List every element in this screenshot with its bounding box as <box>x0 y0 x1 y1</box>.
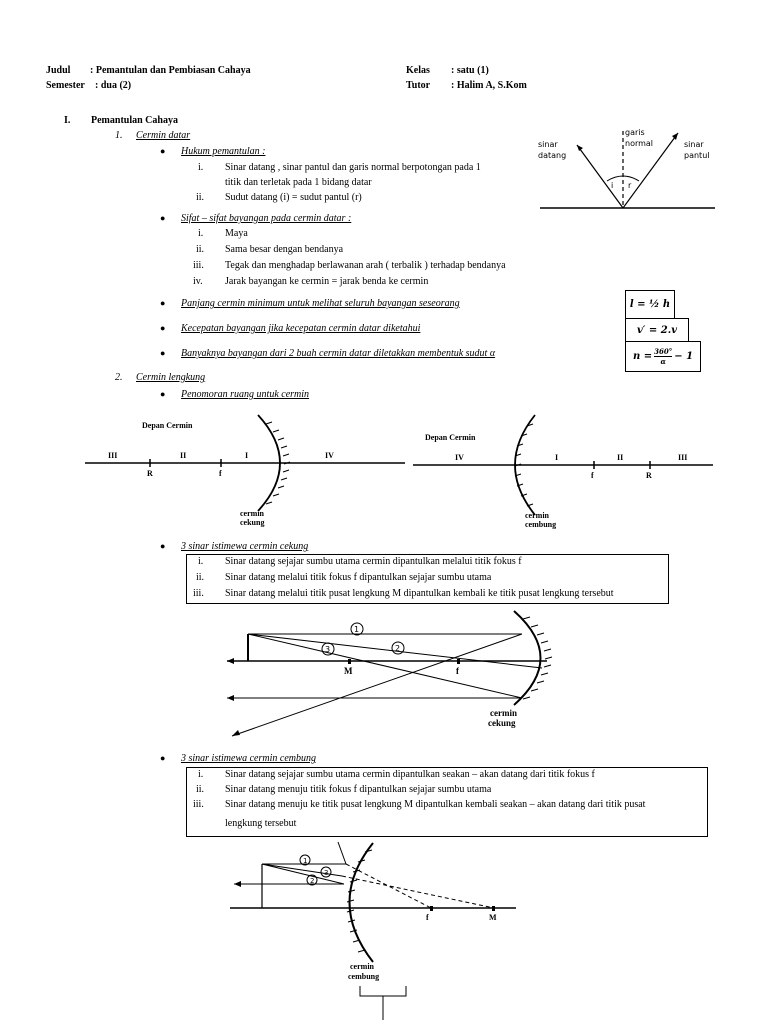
ray-3-extension <box>342 876 494 908</box>
hukum-num-2: ii. <box>196 192 205 203</box>
formula-length: l = ½ h <box>629 299 671 310</box>
arrow-icon <box>234 881 241 887</box>
panjang-text: Panjang cermin minimum untuk melihat seluruh bayangan seseorang <box>181 298 460 309</box>
penomoran-text: Penomoran ruang untuk cermin <box>181 389 310 400</box>
cembung-num-1: i. <box>198 769 204 780</box>
bullet-dot: ● <box>160 389 166 399</box>
caption-cembung: cembung <box>525 520 557 529</box>
circle-3-label: 3 <box>325 645 331 654</box>
space-IV-label: IV <box>325 451 334 460</box>
space-III-label: III <box>678 453 688 462</box>
formula-count-box <box>625 341 701 372</box>
tutor-label: Tutor <box>406 80 431 91</box>
sinar-pantul-label: sinar <box>684 140 704 149</box>
arrow-icon <box>232 730 240 736</box>
cembung-rays-title: 3 sinar istimewa cermin cembung <box>181 753 316 764</box>
kelas-value: : satu (1) <box>451 65 489 76</box>
sifat-num-4: iv. <box>193 276 203 287</box>
cembung-num-2: ii. <box>196 784 205 795</box>
cekung-item-2: Sinar datang melalui titik fokus f dipantulkan sejajar sumbu utama <box>225 572 492 583</box>
formula-count-left: n = <box>632 351 653 362</box>
judul-label: Judul <box>46 65 71 76</box>
cembung-ray-diagram <box>226 840 526 1020</box>
f-label: f <box>219 469 222 478</box>
sifat-item-3: Tegak dan menghadap berlawanan arah ( terbalik ) terhadap bendanya <box>225 260 506 271</box>
depan-cermin-label: Depan Cermin <box>142 421 193 430</box>
f-label: f <box>456 666 459 676</box>
cembung-item-3-cont: lengkung tersebut <box>225 818 297 829</box>
arrow-icon <box>577 145 583 151</box>
R-label: R <box>147 469 153 478</box>
formula-velocity: v′ = 2.v <box>636 324 678 336</box>
f-label: f <box>426 913 429 922</box>
M-label: M <box>344 666 353 676</box>
formula-count-right: − 1 <box>674 351 694 362</box>
cekung-rays-title: 3 sinar istimewa cermin cekung <box>181 541 309 552</box>
hukum-item-1-cont: titik dan terletak pada 1 bidang datar <box>225 177 372 188</box>
sub2-number: 2. <box>115 372 123 383</box>
bracket <box>360 986 406 996</box>
formula-velocity-box <box>625 318 689 342</box>
f-label: f <box>591 471 594 480</box>
hukum-item-1: Sinar datang , sinar pantul dan garis normal berpotongan pada 1 <box>225 162 481 173</box>
sifat-title: Sifat – sifat bayangan pada cermin datar : <box>181 213 352 224</box>
sifat-num-3: iii. <box>193 260 204 271</box>
cembung-num-3: iii. <box>193 799 204 810</box>
caption-cermin: cermin <box>240 509 264 518</box>
mirror-hatching <box>523 617 552 699</box>
bullet-dot: ● <box>160 753 166 763</box>
cembung-item-2: Sinar datang menuju titik fokus f dipantulkan sejajar sumbu utama <box>225 784 492 795</box>
banyaknya-text: Banyaknya bayangan dari 2 buah cermin datar diletakkan membentuk sudut α <box>181 348 496 359</box>
circle-1-label: 1 <box>303 857 308 865</box>
marker-M <box>492 906 495 911</box>
angle-i-label: i <box>611 181 614 190</box>
cembung-item-1: Sinar datang sejajar sumbu utama cermin dipantulkan seakan – akan datang dari titik fokus f <box>225 769 595 780</box>
semester-value: : dua (2) <box>95 80 132 91</box>
sifat-num-2: ii. <box>196 244 205 255</box>
bullet-dot: ● <box>160 146 166 156</box>
formula-fraction-numerator: 360° <box>654 347 673 356</box>
formula-length-box <box>625 290 675 319</box>
space-IV-label: IV <box>455 453 464 462</box>
arrow-icon <box>227 658 234 664</box>
space-III-label: III <box>108 451 118 460</box>
sub1-title: Cermin datar <box>136 130 191 141</box>
kecepatan-text: Kecepatan bayangan jika kecepatan cermin datar diketahui <box>181 323 421 334</box>
space-II-label: II <box>180 451 187 460</box>
R-label: R <box>646 471 652 480</box>
kelas-label: Kelas <box>406 65 430 76</box>
sub2-title: Cermin lengkung <box>136 372 206 383</box>
semester-label: Semester <box>46 80 85 91</box>
M-label: M <box>489 913 497 922</box>
datang-label: datang <box>538 151 567 160</box>
circle-2-label: 2 <box>395 644 401 653</box>
ray-1-extension <box>346 864 431 908</box>
cekung-num-3: iii. <box>193 588 204 599</box>
tutor-value: : Halim A, S.Kom <box>451 80 527 91</box>
formula-fraction <box>654 347 672 366</box>
marker-M <box>348 659 351 664</box>
space-I-label: I <box>555 453 559 462</box>
cembung-item-3: Sinar datang menuju ke titik pusat lengkung M dipantulkan kembali seakan – akan datang dari titik pusat <box>225 799 646 810</box>
bullet-dot: ● <box>160 323 166 333</box>
sifat-item-4: Jarak bayangan ke cermin = jarak benda ke cermin <box>225 276 429 287</box>
bullet-dot: ● <box>160 213 166 223</box>
ray-1-reflected <box>338 842 346 864</box>
caption-cermin: cermin <box>350 962 374 971</box>
bullet-dot: ● <box>160 541 166 551</box>
cekung-num-1: i. <box>198 556 204 567</box>
space-II-label: II <box>617 453 624 462</box>
bullet-dot: ● <box>160 348 166 358</box>
arrow-icon <box>227 695 234 701</box>
hukum-num-1: i. <box>198 162 204 173</box>
cekung-num-2: ii. <box>196 572 205 583</box>
caption-cembung: cembung <box>348 972 380 981</box>
sifat-num-1: i. <box>198 228 204 239</box>
angle-r-label: r <box>628 181 632 190</box>
garis-label: garis <box>625 128 645 137</box>
bullet-dot: ● <box>160 298 166 308</box>
normal-label: normal <box>625 139 654 148</box>
cekung-ray-diagram <box>222 608 567 738</box>
caption-cermin: cermin <box>490 708 517 718</box>
judul-value: : Pemantulan dan Pembiasan Cahaya <box>90 65 251 76</box>
section-title: Pemantulan Cahaya <box>91 115 178 126</box>
cembung-space-diagram <box>410 410 720 530</box>
sinar-datang-label: sinar <box>538 140 558 149</box>
depan-cermin-label: Depan Cermin <box>425 433 476 442</box>
hukum-item-2: Sudut datang (i) = sudut pantul (r) <box>225 192 362 203</box>
cekung-item-1: Sinar datang sejajar sumbu utama cermin dipantulkan melalui titik fokus f <box>225 556 522 567</box>
space-I-label: I <box>245 451 249 460</box>
ray-2-incident <box>248 634 522 698</box>
hukum-title: Hukum pemantulan : <box>181 146 266 157</box>
pantul-label: pantul <box>684 151 710 160</box>
section-numeral: I. <box>64 115 71 126</box>
formula-fraction-denominator: α <box>660 357 666 366</box>
marker-f <box>430 906 433 911</box>
marker-f <box>457 659 460 664</box>
circle-2-label: 2 <box>310 877 315 885</box>
sub1-number: 1. <box>115 130 123 141</box>
sifat-item-1: Maya <box>225 228 248 239</box>
circle-1-label: 1 <box>354 625 360 634</box>
caption-cermin: cermin <box>525 511 549 520</box>
caption-cekung: cekung <box>488 718 516 728</box>
cekung-item-3: Sinar datang melalui titik pusat lengkung M dipantulkan kembali ke titik pusat lengkung tersebut <box>225 588 614 599</box>
caption-cekung: cekung <box>240 518 265 527</box>
reflection-diagram <box>535 125 720 215</box>
circle-3-label: 3 <box>324 869 329 877</box>
cekung-space-diagram <box>80 410 410 530</box>
sifat-item-2: Sama besar dengan bendanya <box>225 244 344 255</box>
